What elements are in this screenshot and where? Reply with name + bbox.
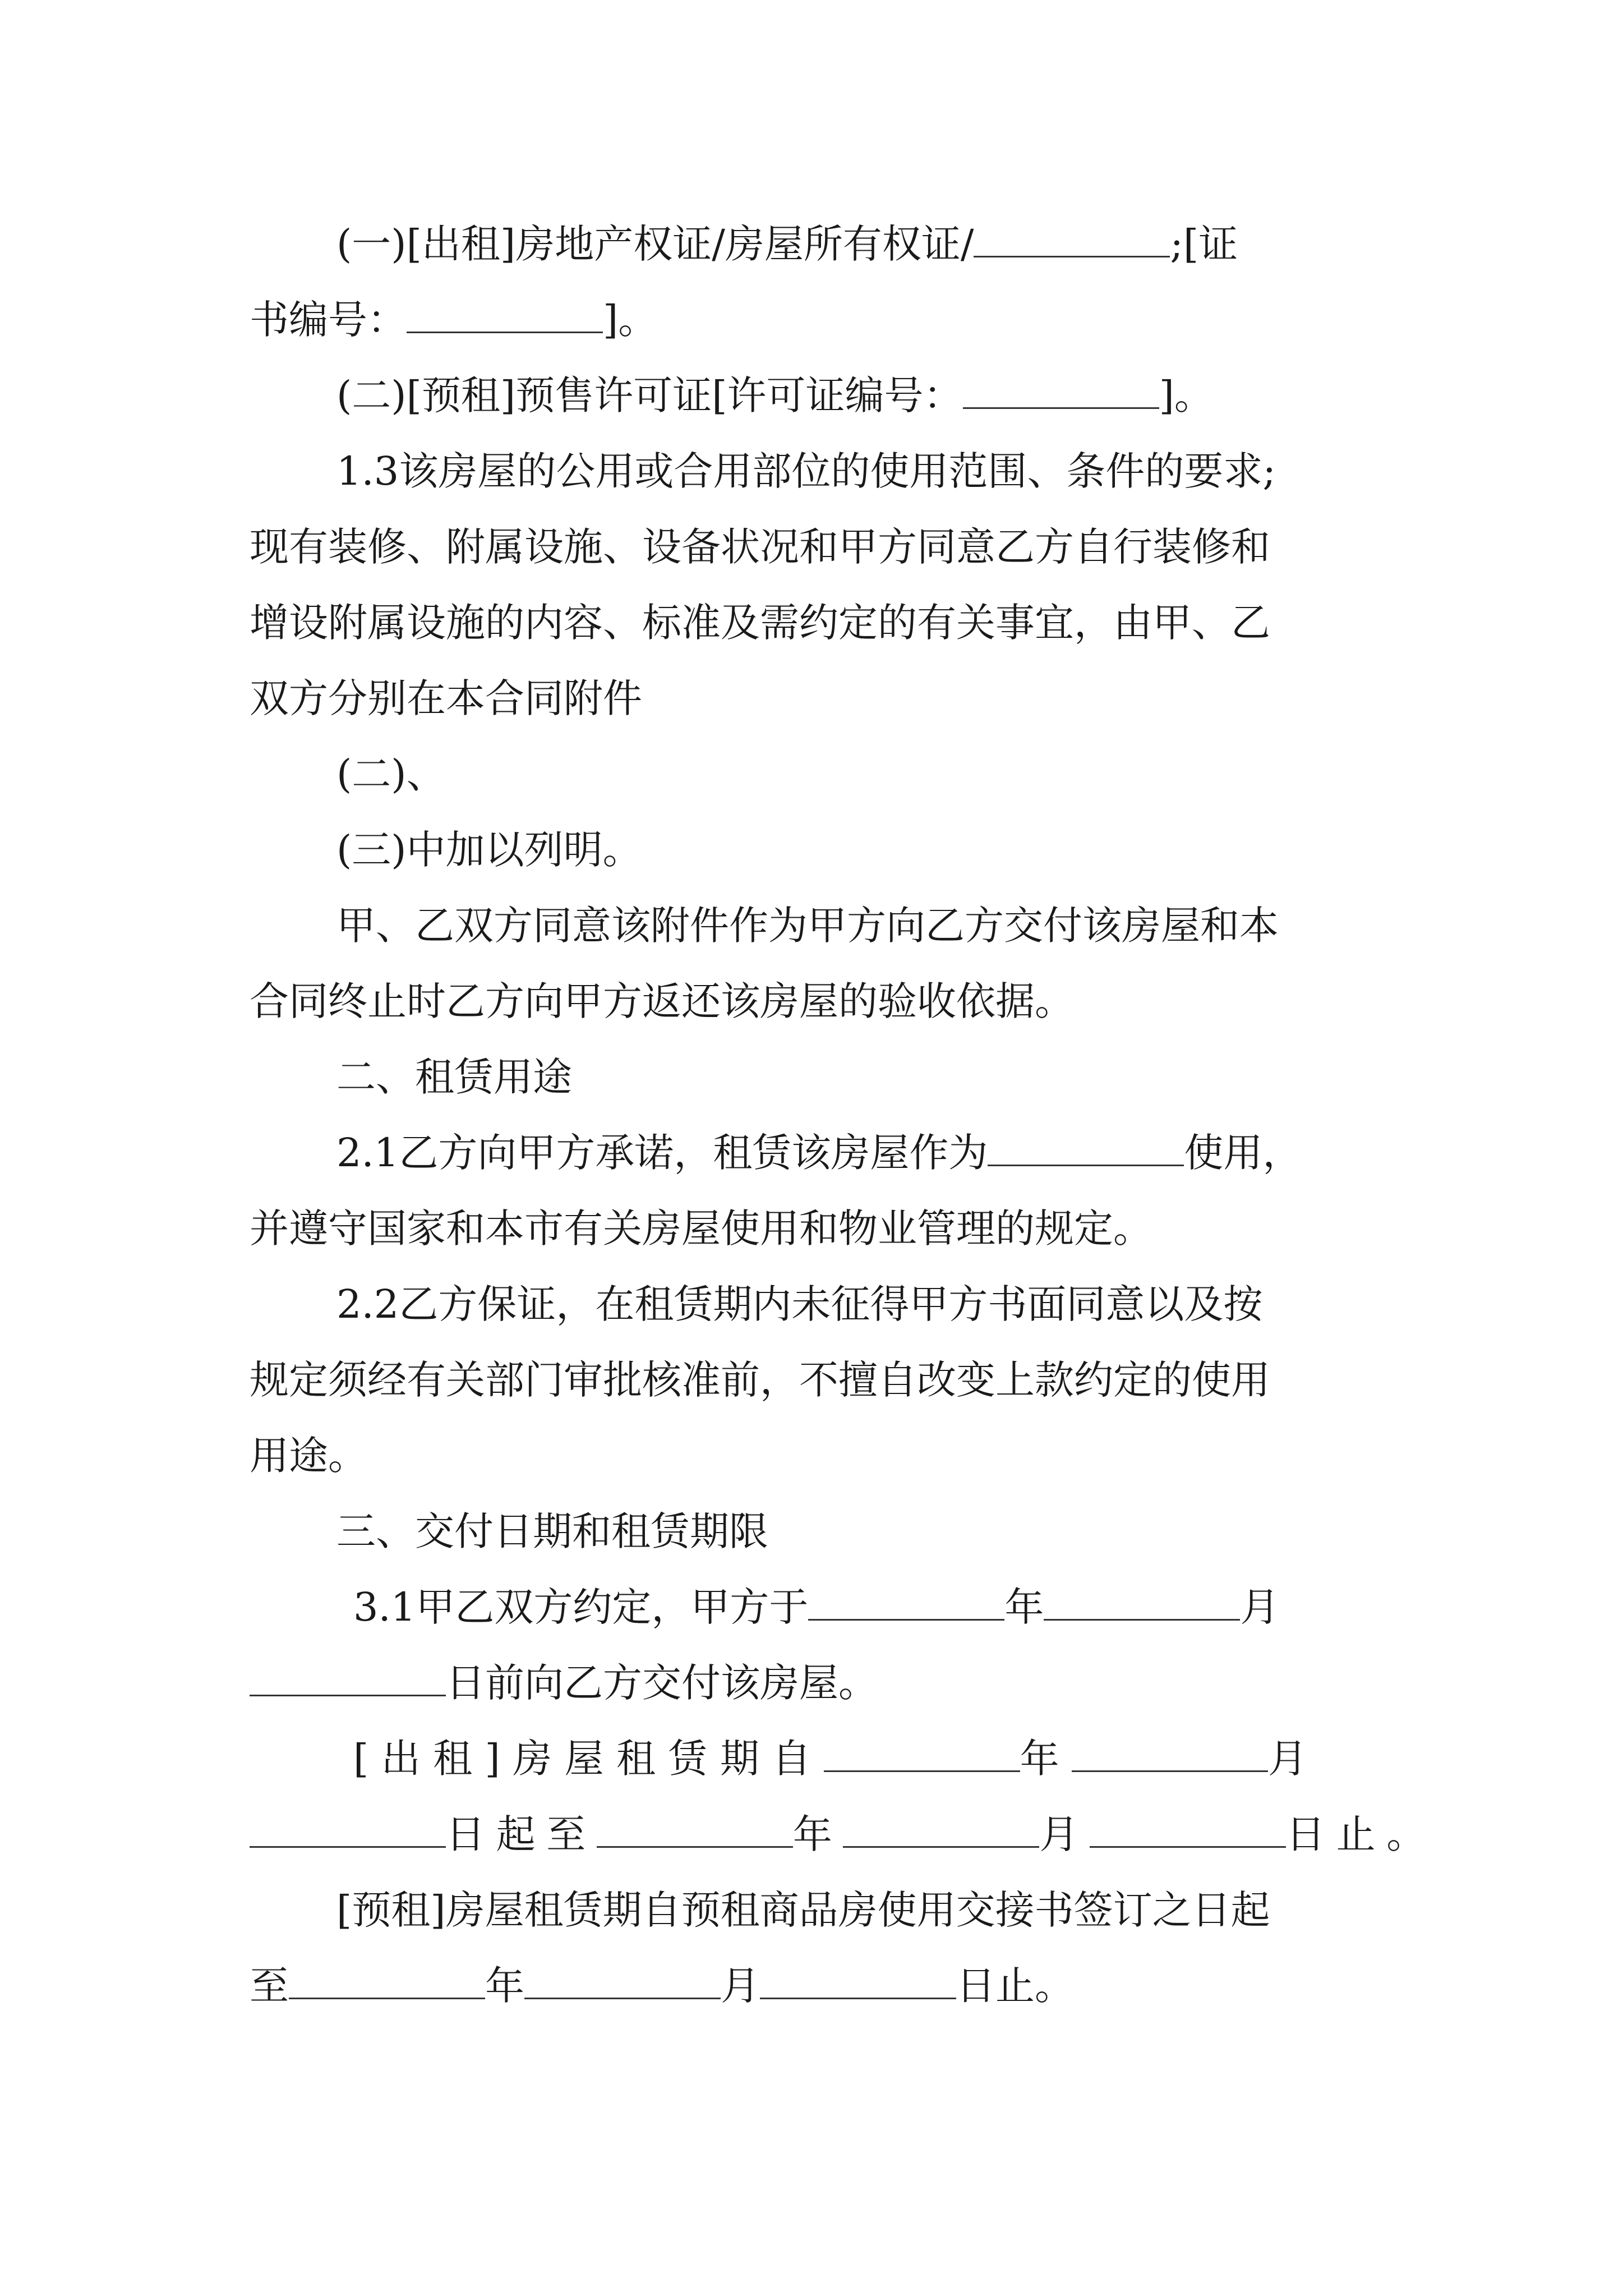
text-run: 至	[250, 1963, 289, 2009]
text-run: 年	[1004, 1584, 1044, 1630]
text-run: 日止。	[956, 1963, 1074, 2009]
paragraph-line: 用途。	[250, 1433, 367, 1479]
text-run: 书编号：	[250, 297, 407, 343]
paragraph-line	[336, 210, 1394, 278]
blank-field	[250, 1661, 446, 1696]
paragraph-line: 甲、乙双方同意该附件作为甲方向乙方交付该房屋和本	[336, 903, 1279, 949]
text-run: [出租]房屋租赁期自	[353, 1736, 824, 1782]
blank-field	[250, 1812, 446, 1848]
text-run: ;[证	[1170, 221, 1238, 267]
paragraph-line	[250, 286, 1394, 353]
text-run: ]。	[1159, 372, 1214, 418]
paragraph-line	[336, 362, 1394, 429]
section-heading: 二、租赁用途	[336, 1054, 572, 1100]
blank-field	[1044, 1585, 1240, 1621]
paragraph-line: (三)中加以列明。	[336, 827, 642, 873]
blank-field	[289, 1964, 485, 1999]
text-run: 使用，	[1184, 1130, 1302, 1176]
paragraph-line: 双方分别在本合同附件	[250, 675, 642, 721]
text-run: 2.1乙方向甲方承诺，租赁该房屋作为	[336, 1130, 988, 1176]
text-run: 年	[485, 1963, 524, 2009]
blank-field	[808, 1585, 1004, 1621]
text-run: ]。	[603, 297, 658, 343]
blank-field	[524, 1964, 721, 1999]
paragraph-line	[250, 1801, 1437, 1868]
paragraph-line	[250, 1952, 1394, 2019]
paragraph-line: 现有装修、附属设施、设备状况和甲方同意乙方自行装修和	[250, 524, 1270, 570]
text-run: 月	[1268, 1736, 1320, 1782]
text-run: 年	[1020, 1736, 1072, 1782]
paragraph-line: 合同终止时乙方向甲方返还该房屋的验收依据。	[250, 978, 1074, 1024]
text-run: (二)[预租]预售许可证[许可证编号：	[336, 372, 963, 418]
text-run: 月	[1039, 1811, 1090, 1857]
paragraph-line	[250, 1649, 1394, 1717]
paragraph-line: 2.2乙方保证，在租赁期内未征得甲方书面同意以及按	[336, 1281, 1263, 1327]
blank-field	[843, 1812, 1039, 1848]
blank-field	[597, 1812, 793, 1848]
blank-field	[1090, 1812, 1286, 1848]
paragraph-line: 增设附属设施的内容、标准及需约定的有关事宜，由甲、乙	[250, 600, 1270, 646]
section-heading: 三、交付日期和租赁期限	[336, 1508, 768, 1554]
blank-field	[824, 1737, 1020, 1772]
text-run: 日起至	[446, 1811, 597, 1857]
text-run: 月	[721, 1963, 760, 2009]
blank-field	[1072, 1737, 1268, 1772]
paragraph-line	[353, 1573, 1394, 1641]
text-run: 月	[1240, 1584, 1280, 1630]
blank-field	[963, 374, 1159, 409]
blank-field	[988, 1131, 1184, 1166]
paragraph-line	[336, 1119, 1394, 1186]
text-run: 日止。	[1286, 1811, 1437, 1857]
paragraph-line: 规定须经有关部门审批核准前，不擅自改变上款约定的使用	[250, 1357, 1270, 1403]
blank-field	[760, 1964, 956, 1999]
paragraph-line: 并遵守国家和本市有关房屋使用和物业管理的规定。	[250, 1205, 1152, 1251]
text-run: (一)[出租]房地产权证/房屋所有权证/	[336, 221, 974, 267]
paragraph-line: 1.3该房屋的公用或合用部位的使用范围、条件的要求;	[336, 448, 1276, 494]
blank-field	[974, 222, 1170, 257]
text-run: 3.1甲乙双方约定，甲方于	[353, 1584, 809, 1630]
blank-field	[407, 298, 603, 333]
text-run: 日前向乙方交付该房屋。	[446, 1660, 878, 1706]
paragraph-line: (二)、	[336, 751, 446, 797]
paragraph-line: [预租]房屋租赁期自预租商品房使用交接书签订之日起	[336, 1887, 1270, 1933]
paragraph-line	[353, 1725, 1394, 1792]
text-run: 年	[792, 1811, 843, 1857]
